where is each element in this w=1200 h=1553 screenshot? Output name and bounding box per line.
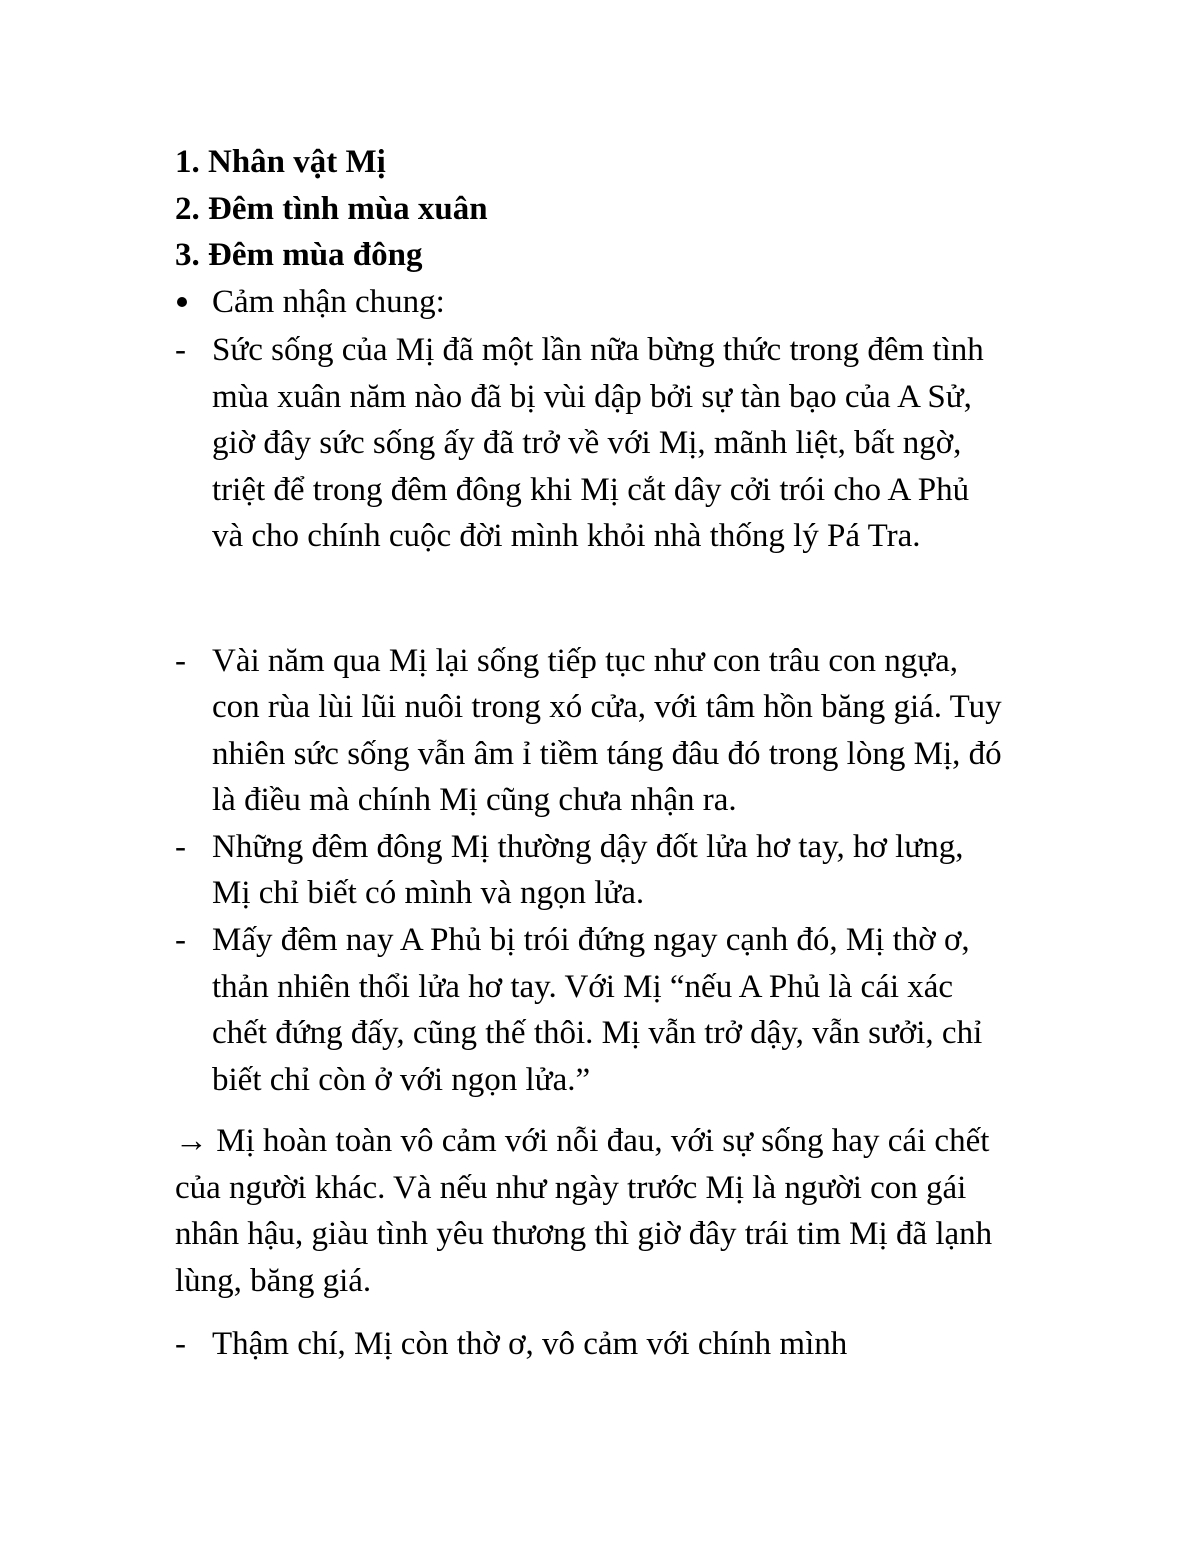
conclusion-line: của người khác. Và nếu như ngày trước Mị là người con gái: [175, 1170, 967, 1206]
paragraph-line: là điều mà chính Mị cũng chưa nhận ra.: [212, 782, 737, 818]
paragraph-line: thản nhiên thổi lửa hơ tay. Với Mị “nếu A Phủ là cái xác: [212, 969, 954, 1005]
paragraph-line: Sức sống của Mị đã một lần nữa bừng thức trong đêm tình: [212, 332, 984, 368]
paragraph-line: triệt để trong đêm đông khi Mị cắt dây cởi trói cho A Phủ: [212, 472, 970, 508]
paragraph-line: con rùa lùi lũi nuôi trong xó cửa, với tâm hồn băng giá. Tuy: [212, 689, 1002, 725]
paragraph-line: giờ đây sức sống ấy đã trở về với Mị, mãnh liệt, bất ngờ,: [212, 425, 962, 461]
dash-marker: -: [175, 922, 186, 958]
bullet-dot-icon: [177, 297, 187, 307]
arrow-right-icon: →: [175, 1123, 208, 1159]
conclusion-line: [175, 1118, 989, 1165]
heading-3: 3. Đêm mùa đông: [175, 237, 423, 273]
heading-2: 2. Đêm tình mùa xuân: [175, 191, 488, 227]
dash-marker: -: [175, 332, 186, 368]
paragraph-line: chết đứng đấy, cũng thế thôi. Mị vẫn trở dậy, vẫn sưởi, chỉ: [212, 1015, 983, 1051]
bullet-text: Cảm nhận chung:: [212, 284, 445, 320]
paragraph-line: biết chỉ còn ở với ngọn lửa.”: [212, 1062, 591, 1098]
dash-marker: -: [175, 829, 186, 865]
dash-marker: -: [175, 643, 186, 679]
paragraph-line: mùa xuân năm nào đã bị vùi dập bởi sự tàn bạo của A Sử,: [212, 379, 972, 415]
conclusion-line: nhân hậu, giàu tình yêu thương thì giờ đây trái tim Mị đã lạnh: [175, 1216, 993, 1252]
paragraph-line: nhiên sức sống vẫn âm ỉ tiềm táng đâu đó trong lòng Mị, đó: [212, 736, 1002, 772]
dash-marker: -: [175, 1326, 186, 1362]
paragraph-line: Vài năm qua Mị lại sống tiếp tục như con trâu con ngựa,: [212, 643, 959, 679]
paragraph-line: Mấy đêm nay A Phủ bị trói đứng ngay cạnh đó, Mị thờ ơ,: [212, 922, 970, 958]
conclusion-line: lùng, băng giá.: [175, 1263, 372, 1299]
paragraph-line: Mị chỉ biết có mình và ngọn lửa.: [212, 875, 645, 911]
paragraph-line: Những đêm đông Mị thường dậy đốt lửa hơ tay, hơ lưng,: [212, 829, 964, 865]
conclusion-text: Mị hoàn toàn vô cảm với nỗi đau, với sự sống hay cái chết: [216, 1123, 990, 1159]
paragraph-line: Thậm chí, Mị còn thờ ơ, vô cảm với chính mình: [212, 1326, 848, 1362]
heading-1: 1. Nhân vật Mị: [175, 144, 386, 180]
paragraph-line: và cho chính cuộc đời mình khỏi nhà thống lý Pá Tra.: [212, 518, 921, 554]
